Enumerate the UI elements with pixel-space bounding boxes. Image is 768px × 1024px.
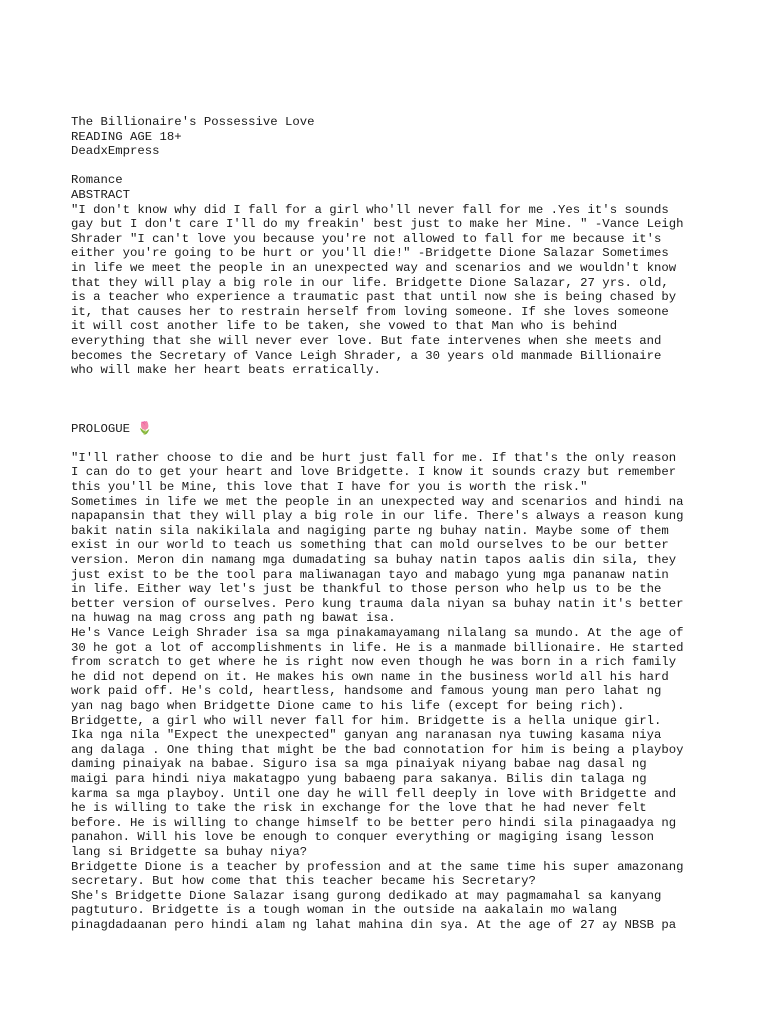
text-line: version. Meron din namang mga dumadating sa buhay natin tapos aalis din sila, they xyxy=(71,553,677,568)
text-line: maigi para hindi niya makatagpo yung babaeng para sakanya. Bilis din talaga ng xyxy=(71,771,647,786)
text-line: it will cost another life to be taken, she vowed to that Man who is behind xyxy=(71,319,618,334)
text-line: She's Bridgette Dione Salazar isang gurong dedikado at may pagmamahal sa kanyang xyxy=(71,888,662,903)
author-name: DeadxEmpress xyxy=(71,144,160,159)
text-line: napapansin that they will play a big role in our life. There's always a reason kung xyxy=(71,509,684,524)
text-line: Sometimes in life we met the people in an unexpected way and scenarios and hindi na xyxy=(71,494,684,509)
text-line: panahon. Will his love be enough to conquer everything or magiging isang lesson xyxy=(71,830,654,845)
text-line: either you're going to be hurt or you'll die!" -Bridgette Dione Salazar Sometimes xyxy=(71,246,669,261)
text-line: before. He is willing to change himself to be better pero hindi sila pinagaadya ng xyxy=(71,815,677,830)
text-line: He's Vance Leigh Shrader isa sa mga pinakamayamang nilalang sa mundo. At the age of xyxy=(71,626,684,640)
text-line: this you'll be Mine, this love that I have for you is worth the risk." xyxy=(71,480,588,495)
text-line: "I don't know why did I fall for a girl who'll never fall for me .Yes it's sounds xyxy=(71,202,669,217)
genre-label: Romance xyxy=(71,173,123,188)
text-line: 30 he got a lot of accomplishments in life. He is a manmade billionaire. He started xyxy=(71,640,684,655)
text-line: everything that she will never ever love. But fate intervenes when she meets and xyxy=(71,333,662,348)
text-line: in life. Either way let's just be thankful to those person who help us to be the xyxy=(71,582,662,597)
text-line: that they will play a big role in our life. Bridgette Dione Salazar, 27 yrs. old, xyxy=(71,275,669,290)
reading-age: READING AGE 18+ xyxy=(71,129,182,144)
text-line: yan nag bago when Bridgette Dione came to his life (except for being rich). xyxy=(71,698,625,713)
text-line: from scratch to get where he is right now even though he was born in a rich family xyxy=(71,655,677,670)
text-line: better version of ourselves. Pero kung trauma dala niyan sa buhay natin it's better xyxy=(71,596,684,611)
prologue-text xyxy=(71,451,711,933)
spacer xyxy=(71,159,711,174)
text-line: it, that causes her to restrain herself from loving someone. If she loves someone xyxy=(71,304,669,319)
text-line: pinagdadaanan pero hindi alam ng lahat mahina din sya. At the age of 27 ay NBSB pa xyxy=(71,917,677,932)
document-page xyxy=(71,115,711,932)
text-line: secretary. But how come that this teacher became his Secretary? xyxy=(71,874,536,889)
text-line: just exist to be the tool para maliwanagan tayo and mabago yung mga pananaw natin xyxy=(71,567,669,582)
text-line: Ika nga nila "Expect the unexpected" ganyan ang naranasan nya tuwing kasama niya xyxy=(71,728,662,743)
text-line: ang dalaga . One thing that might be the bad connotation for him is being a playboy xyxy=(71,742,684,757)
text-line: work paid off. He's cold, heartless, handsome and famous young man pero lahat ng xyxy=(71,684,662,699)
abstract-heading: ABSTRACT xyxy=(71,187,131,202)
text-line: na huwag na mag cross ang path ng bawat isa. xyxy=(71,611,396,626)
text-line: Shrader "I can't love you because you're not allowed to fall for me because it's xyxy=(71,231,662,246)
text-line: gay but I don't care I'll do my freakin' best just to make her Mine. " -Vance Leigh xyxy=(71,217,684,232)
text-line: in life we meet the people in an unexpected way and scenarios and we wouldn't know xyxy=(71,260,677,275)
text-line: exist in our world to teach us something that can mold ourselves to be our better xyxy=(71,538,669,553)
text-line: who will make her heart beats erratically. xyxy=(71,363,381,378)
prologue-heading: PROLOGUE 🌷 xyxy=(71,421,153,436)
text-line: "I'll rather choose to die and be hurt just fall for me. If that's the only reason xyxy=(71,450,677,465)
abstract-text xyxy=(71,203,711,378)
text-line: I can do to get your heart and love Bridgette. I know it sounds crazy but remember xyxy=(71,465,677,480)
spacer xyxy=(71,378,711,422)
text-line: becomes the Secretary of Vance Leigh Shrader, a 30 years old manmade Billionaire xyxy=(71,348,662,363)
text-line: lang si Bridgette sa buhay niya? xyxy=(71,844,308,859)
text-line: he did not depend on it. He makes his own name in the business world all his hard xyxy=(71,669,669,684)
text-line: daming pinaiyak na babae. Siguro isa sa mga pinaiyak niyang babae nag dasal ng xyxy=(71,757,647,772)
text-line: is a teacher who experience a traumatic past that until now she is being chased by xyxy=(71,290,677,305)
text-line: bakit natin sila nakikilala and nagiging parte ng buhay natin. Maybe some of them xyxy=(71,523,669,538)
book-title: The Billionaire's Possessive Love xyxy=(71,115,315,129)
text-line: karma sa mga playboy. Until one day he will fell deeply in love with Bridgette and xyxy=(71,786,677,801)
text-line: he is willing to take the risk in exchange for the love that he had never felt xyxy=(71,801,647,816)
text-line: pagtuturo. Bridgette is a tough woman in the outside na aakalain mo walang xyxy=(71,903,618,918)
text-line: Bridgette, a girl who will never fall for him. Bridgette is a hella unique girl. xyxy=(71,713,662,728)
text-line: Bridgette Dione is a teacher by profession and at the same time his super amazonang xyxy=(71,859,684,874)
spacer xyxy=(71,436,711,451)
